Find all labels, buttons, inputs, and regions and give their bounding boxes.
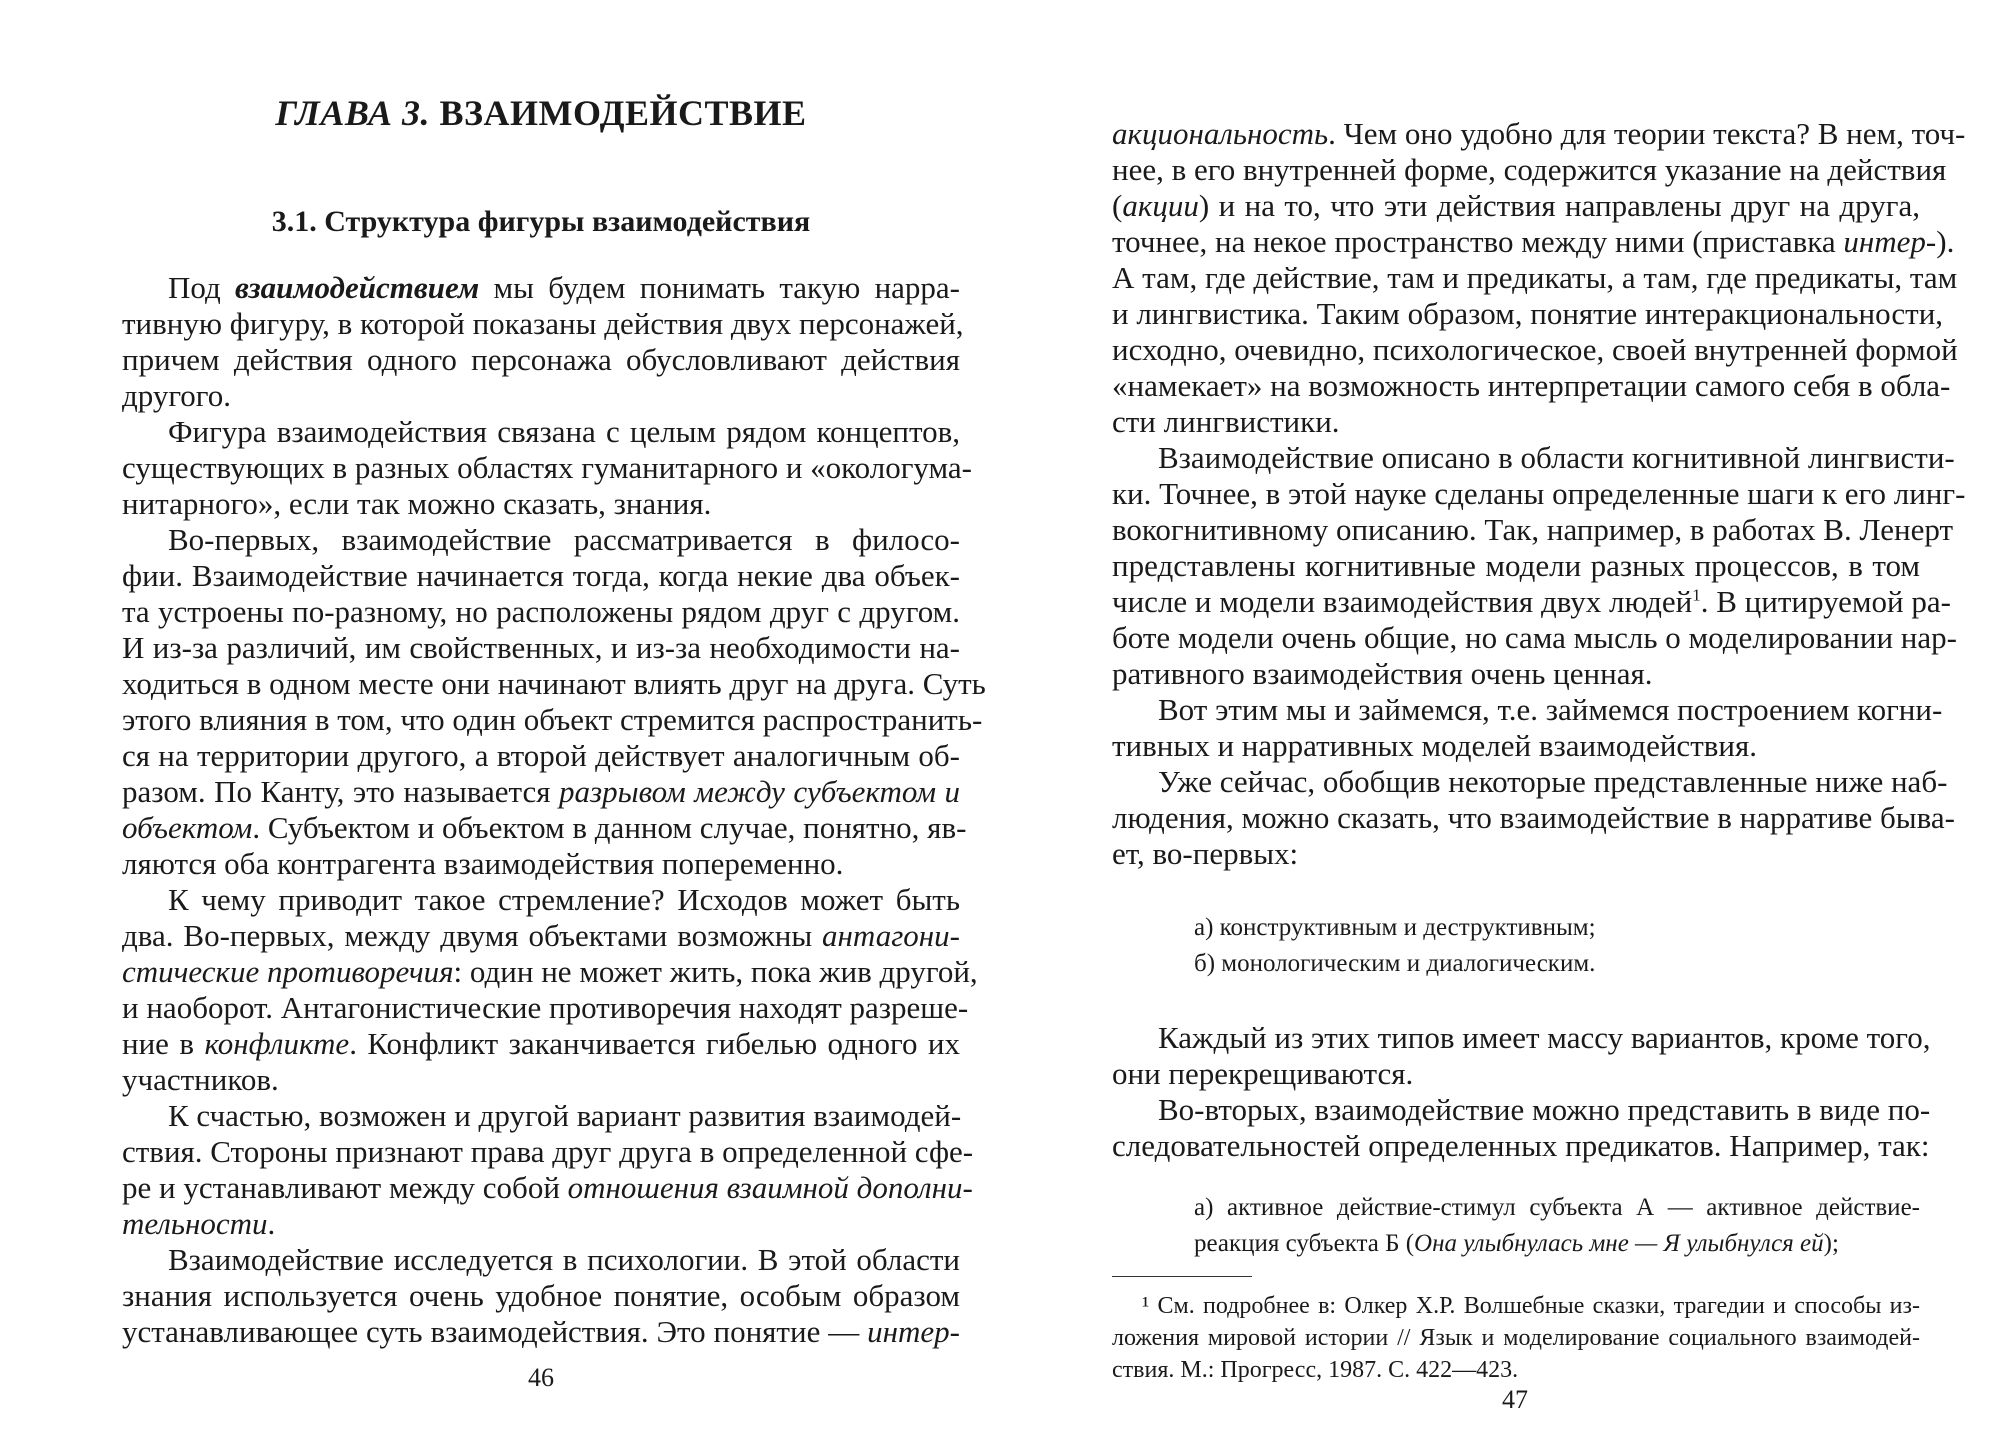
text-line: два. Во-первых, между двумя объектами возможны антагони- bbox=[122, 918, 960, 953]
text-line: ре и устанавливают между собой отношения взаимной дополни- bbox=[122, 1170, 973, 1205]
italic-term: объектом bbox=[122, 810, 253, 845]
text-line: И из-за различий, им свойственных, и из-за необходимости на- bbox=[122, 630, 960, 665]
text-line: ративного взаимодействия очень ценная. bbox=[1112, 656, 1653, 691]
text-line: объектом. Субъектом и объектом в данном случае, понятно, яв- bbox=[122, 810, 967, 845]
text-line: стические противоречия: один не может жить, пока жив другой, bbox=[122, 954, 978, 989]
text-line: этого влияния в том, что один объект стремится распространить- bbox=[122, 702, 983, 737]
text-line: К чему приводит такое стремление? Исходов может быть bbox=[168, 882, 960, 917]
text-line: людения, можно сказать, что взаимодействие в нарративе быва- bbox=[1112, 800, 1955, 835]
italic-term: антагони- bbox=[822, 918, 960, 953]
text-line: Каждый из этих типов имеет массу вариантов, кроме того, bbox=[1158, 1020, 1931, 1055]
text-line: числе и модели взаимодействия двух людей$^1$. В цитируемой ра- bbox=[1112, 584, 1951, 619]
footnote-ref: 1 bbox=[1692, 585, 1701, 605]
text-line: Вот этим мы и займемся, т.е. займемся построением когни- bbox=[1158, 692, 1943, 727]
text-line: реакция субъекта Б (Она улыбнулась мне — Я улыбнулся ей); bbox=[1194, 1230, 1839, 1257]
italic-term: интер- bbox=[867, 1314, 960, 1349]
text-line: тивную фигуру, в которой показаны действия двух персонажей, bbox=[122, 306, 964, 341]
footnote-line: ствия. М.: Прогресс, 1987. С. 422—423. bbox=[1112, 1357, 1519, 1383]
italic-term: конфликте bbox=[204, 1026, 350, 1061]
text-line: а) активное действие-стимул субъекта А — активное действие- bbox=[1194, 1194, 1920, 1221]
chapter-label: ГЛАВА 3. bbox=[275, 93, 431, 133]
text-line: Взаимодействие описано в области когнитивной лингвисти- bbox=[1158, 440, 1955, 475]
text-line: та устроены по-разному, но расположены рядом друг с другом. bbox=[122, 594, 960, 629]
text-line: ляются оба контрагента взаимодействия попеременно. bbox=[122, 846, 844, 881]
emphasis-term: взаимодействием bbox=[235, 270, 480, 305]
text-line: следовательностей определенных предикатов. Например, так: bbox=[1112, 1128, 1930, 1163]
text-line: другого. bbox=[122, 378, 231, 413]
text-line: вокогнитивному описанию. Так, например, в работах В. Ленерт bbox=[1112, 512, 1954, 547]
text-line: Уже сейчас, обобщив некоторые представленные ниже наб- bbox=[1158, 764, 1948, 799]
text-line: боте модели очень общие, но сама мысль о моделировании нар- bbox=[1112, 620, 1957, 655]
text-line: причем действия одного персонажа обусловливают действия bbox=[122, 342, 960, 377]
text-line: Во-первых, взаимодействие рассматривается в филосо- bbox=[168, 522, 960, 557]
text-line: и наоборот. Антагонистические противоречия находят разреше- bbox=[122, 990, 969, 1025]
text-line: ет, во-первых: bbox=[1112, 836, 1299, 871]
chapter-heading bbox=[122, 92, 960, 134]
italic-term: отношения взаимной дополни- bbox=[567, 1170, 973, 1205]
text-line: участников. bbox=[122, 1062, 279, 1097]
text-line: акциональность. Чем оно удобно для теории текста? В нем, точ- bbox=[1112, 116, 1966, 151]
text-line: ки. Точнее, в этой науке сделаны определенные шаги к его линг- bbox=[1112, 476, 1966, 511]
text-line: фии. Взаимодействие начинается тогда, когда некие два объек- bbox=[122, 558, 960, 593]
footnote-divider bbox=[1112, 1276, 1252, 1277]
italic-term: разрывом между субъектом и bbox=[559, 774, 961, 809]
text-line: устанавливающее суть взаимодействия. Это понятие — интер- bbox=[122, 1314, 960, 1349]
italic-term: тельности bbox=[122, 1206, 268, 1241]
text-line: ние в конфликте. Конфликт заканчивается гибелью одного их bbox=[122, 1026, 961, 1061]
section-heading: 3.1. Структура фигуры взаимодействия bbox=[271, 205, 811, 238]
text-line: знания используется очень удобное понятие, особым образом bbox=[122, 1278, 960, 1313]
text-line: точнее, на некое пространство между ними (приставка интер-). bbox=[1112, 224, 1955, 259]
page-number-right: 47 bbox=[1502, 1385, 1528, 1414]
text-line: тельности. bbox=[122, 1206, 276, 1241]
text-line: Фигура взаимодействия связана с целым рядом концептов, bbox=[168, 414, 960, 449]
text-line: К счастью, возможен и другой вариант развития взаимодей- bbox=[168, 1098, 962, 1133]
chapter-title: ВЗАИМОДЕЙСТВИЕ bbox=[439, 93, 807, 133]
text-line: они перекрещиваются. bbox=[1112, 1056, 1414, 1091]
text-line: нее, в его внутренней форме, содержится указание на действия bbox=[1112, 152, 1947, 187]
text-line: разом. По Канту, это называется разрывом между субъектом и bbox=[122, 774, 961, 809]
text-line: Взаимодействие исследуется в психологии. В этой области bbox=[168, 1242, 960, 1277]
text-line: (акции) и на то, что эти действия направлены друг на друга, bbox=[1112, 188, 1920, 223]
text-line: сти лингвистики. bbox=[1112, 404, 1340, 439]
footnote-line: ложения мировой истории // Язык и моделирование социального взаимодей- bbox=[1112, 1325, 1920, 1351]
italic-term: интер- bbox=[1843, 224, 1937, 259]
text-line: Во-вторых, взаимодействие можно представить в виде по- bbox=[1158, 1092, 1931, 1127]
text-line: б) монологическим и диалогическим. bbox=[1194, 950, 1596, 977]
italic-term: стические противоречия bbox=[122, 954, 454, 989]
italic-term: Она улыбнулась мне — Я улыбнулся ей bbox=[1414, 1230, 1824, 1257]
text-line: А там, где действие, там и предикаты, а там, где предикаты, там bbox=[1112, 260, 1958, 295]
footnote-line: ¹ См. подробнее в: Олкер Х.Р. Волшебные сказки, трагедии и способы из- bbox=[1142, 1293, 1920, 1319]
text-line: ходиться в одном месте они начинают влиять друг на друга. Суть bbox=[122, 666, 986, 701]
text-line: нитарного», если так можно сказать, знания. bbox=[122, 486, 712, 521]
text-line: «намекает» на возможность интерпретации самого себя в обла- bbox=[1112, 368, 1951, 403]
text-line: а) конструктивным и деструктивным; bbox=[1194, 914, 1596, 941]
text-line: Под взаимодействием мы будем понимать такую нарра- bbox=[168, 270, 960, 305]
text-line: тивных и нарративных моделей взаимодействия. bbox=[1112, 728, 1757, 763]
page-number-left: 46 bbox=[528, 1363, 554, 1392]
text-line: существующих в разных областях гуманитарного и «окологума- bbox=[122, 450, 973, 485]
text-line: ся на территории другого, а второй действует аналогичным об- bbox=[122, 738, 960, 773]
text-line: исходно, очевидно, психологическое, своей внутренней формой bbox=[1112, 332, 1958, 367]
italic-term: акциональность bbox=[1112, 116, 1329, 151]
text-line: и лингвистика. Таким образом, понятие интеракциональности, bbox=[1112, 296, 1944, 331]
italic-term: акции bbox=[1122, 188, 1199, 223]
text-line: представлены когнитивные модели разных процессов, в том bbox=[1112, 548, 1920, 583]
text-line: ствия. Стороны признают права друг друга в определенной сфе- bbox=[122, 1134, 974, 1169]
